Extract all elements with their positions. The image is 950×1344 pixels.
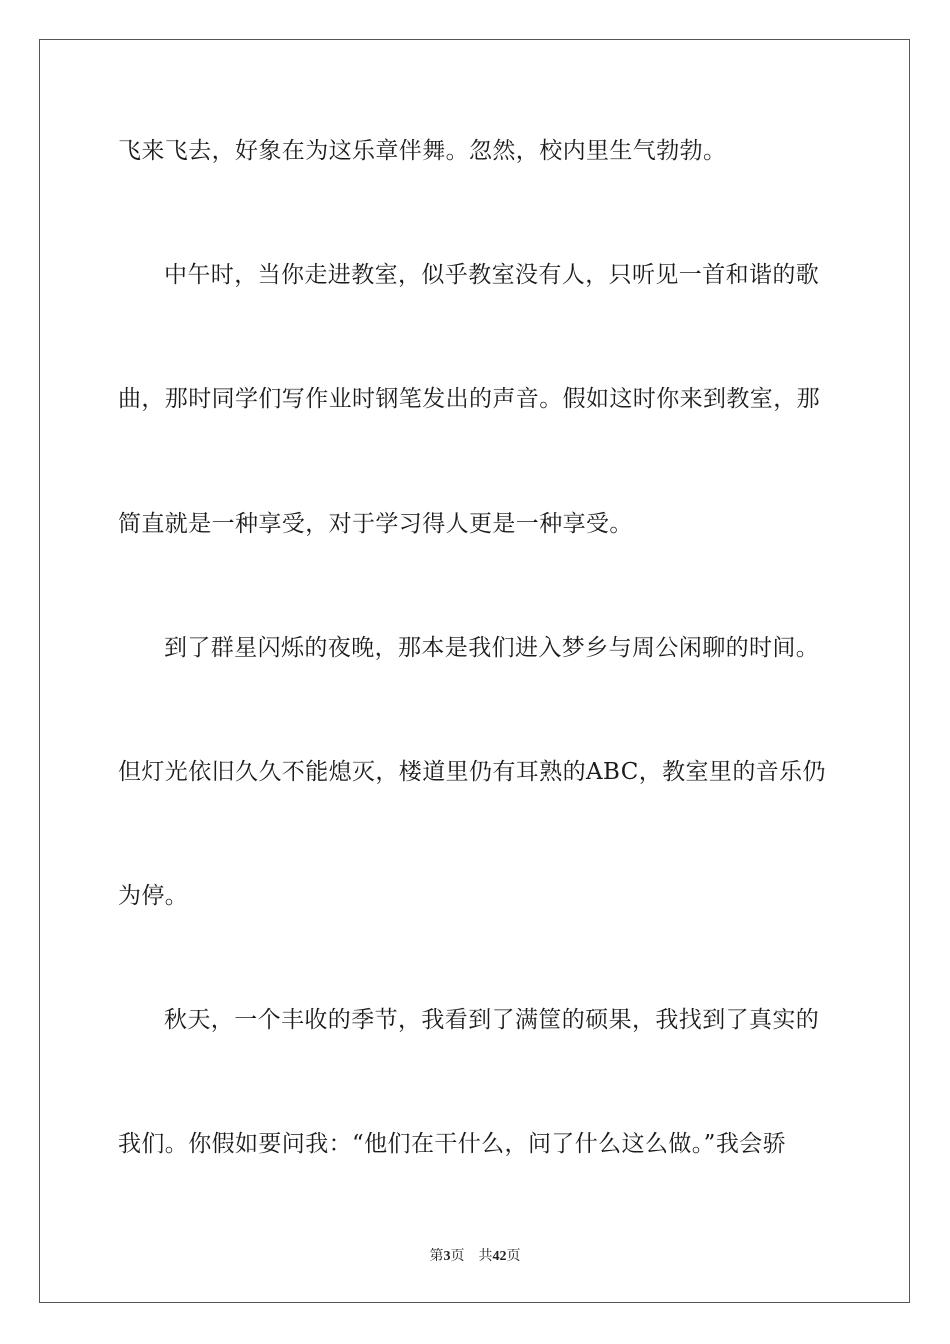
total-suffix: 页 xyxy=(506,1249,521,1264)
body-line-3: 曲，那时同学们写作业时钢笔发出的声音。假如这时你来到教室，那 xyxy=(118,386,820,412)
body-line-8: 秋天，一个丰收的季节，我看到了满筐的硕果，我找到了真实的 xyxy=(164,1007,820,1033)
page-number-footer xyxy=(0,1248,950,1266)
total-page-count: 42 xyxy=(492,1249,507,1264)
page-suffix: 页 xyxy=(450,1249,465,1264)
body-line-1: 飞来飞去，好象在为这乐章伴舞。忽然，校内里生气勃勃。 xyxy=(118,138,727,164)
body-line-7: 为停。 xyxy=(118,883,189,909)
body-line-5: 到了群星闪烁的夜晚，那本是我们进入梦乡与周公闲聊的时间。 xyxy=(164,635,820,661)
page-border xyxy=(39,39,910,1303)
body-line-9: 我们。你假如要问我：“他们在干什么，问了什么这么做。”我会骄 xyxy=(118,1131,787,1157)
current-page-number: 3 xyxy=(443,1249,451,1264)
body-line-2: 中午时，当你走进教室，似乎教室没有人，只听见一首和谐的歌 xyxy=(164,262,820,288)
total-prefix: 共 xyxy=(478,1249,493,1264)
body-line-4: 简直就是一种享受，对于学习得人更是一种享受。 xyxy=(118,511,633,537)
page-prefix: 第 xyxy=(429,1249,444,1264)
body-line-6: 但灯光依旧久久不能熄灭，楼道里仍有耳熟的ABC，教室里的音乐仍 xyxy=(118,759,826,785)
